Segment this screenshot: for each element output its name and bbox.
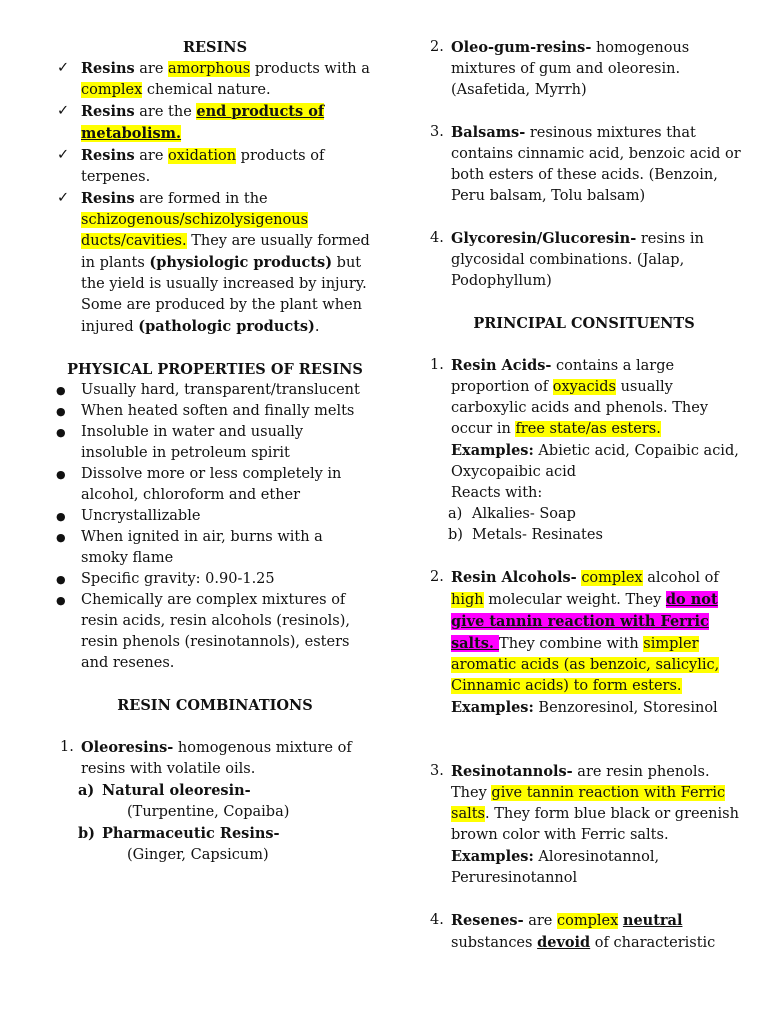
sub-item-natural-oleoresin: a) Natural oleoresin- (78, 782, 251, 799)
property-item: ● When ignited in air, burns with a smoky flame (56, 529, 323, 566)
checklist-item: ✓ Resins are oxidation products of terpenes. (57, 147, 325, 185)
combination-item-glycoresin: 4. Glycoresin/Glucoresin- resins in glycosidal combinations. (Jalap, Podophyllum) (430, 230, 704, 289)
title-resins: RESINS (182, 39, 248, 56)
physical-properties-heading: PHYSICAL PROPERTIES OF RESINS (67, 361, 363, 378)
checklist-item: ✓ Resins are the end products of metabolism. (57, 103, 325, 142)
property-item: ● Dissolve more or less completely in alcohol, chloroform and ether (56, 466, 342, 503)
constituent-item-resinotannols: 3. Resinotannols- are resin phenols. They give tannin reaction with Ferric salts. They form blue black or greenish brown color with Ferric salts. Examples: Aloresinotannol, Peruresinotannol (430, 763, 739, 886)
reaction-item: a) Alkalies- Soap (448, 506, 576, 522)
bullet-icon: ● (56, 384, 66, 397)
constituent-item-resenes: 4. Resenes- are complex neutral substances devoid of characteristic (430, 912, 716, 951)
bullet-icon: ● (56, 405, 66, 418)
checkmark-icon: ✓ (57, 60, 70, 76)
principal-constituents-heading: PRINCIPAL CONSITUENTS (473, 315, 695, 332)
bullet-icon: ● (56, 531, 66, 544)
sub-item-examples: (Ginger, Capsicum) (127, 847, 269, 863)
combination-item-oleo-gum-resins: 2. Oleo-gum-resins- homogenous mixtures of gum and oleoresin. (Asafetida, Myrrh) (430, 39, 690, 98)
property-item: ● Chemically are complex mixtures of resin acids, resin alcohols (resinols), resin phenols (resinotannols), esters and resenes. (56, 592, 350, 671)
checklist-item: ✓ Resins are formed in the schizogenous/schizolysigenous ducts/cavities. They are usually formed in plants (physiologic products) but the yield is usually increased by injury. Some are produced by the plant when injured (pathologic products). (57, 190, 370, 335)
property-item: ● Specific gravity: 0.90-1.25 (56, 569, 374, 590)
property-item: ● When heated soften and finally melts (56, 401, 374, 422)
reaction-item: b) Metals- Resinates (448, 527, 603, 543)
checkmark-icon: ✓ (57, 190, 70, 206)
property-item: ● Uncrystallizable (56, 506, 374, 527)
bullet-icon: ● (56, 510, 66, 523)
constituent-item-resin-acids: 1. Resin Acids- contains a large proportion of oxyacids usually carboxylic acids and phenols. They occur in free state/as esters. Examples: Abietic acid, Copaibic acid, Oxycopaibic acid Reacts with: (430, 357, 739, 501)
bullet-icon: ● (56, 468, 66, 481)
right-column (426, 37, 742, 954)
checkmark-icon: ✓ (57, 103, 70, 119)
combination-item-balsams: 3. Balsams- resinous mixtures that contains cinnamic acid, benzoic acid or both esters of these acids. (Benzoin, Peru balsam, Tolu balsam) (430, 124, 741, 204)
constituent-item-resin-alcohols: 2. Resin Alcohols- complex alcohol of high molecular weight. They do not give tannin reaction with Ferric salts. They combine with simpler aromatic acids (as benzoic, salicylic, Cinnamic acids) to form esters. Examples: Benzoresinol, Storesinol (430, 569, 720, 716)
combination-item-oleoresins: 1. Oleoresins- homogenous mixture of resins with volatile oils. (60, 739, 352, 777)
property-item: ● Usually hard, transparent/translucent (56, 380, 374, 401)
checklist-item: ✓ Resins are amorphous products with a complex chemical nature. (57, 60, 370, 98)
checkmark-icon: ✓ (57, 147, 70, 163)
sub-item-examples: (Turpentine, Copaiba) (127, 804, 290, 820)
property-item: ● Insoluble in water and usually insoluble in petroleum spirit (56, 424, 304, 461)
bullet-icon: ● (56, 426, 66, 439)
sub-item-pharmaceutic-resins: b) Pharmaceutic Resins- (78, 825, 280, 842)
resin-combinations-heading: RESIN COMBINATIONS (117, 697, 313, 714)
bullet-icon: ● (56, 573, 66, 586)
left-column (56, 37, 374, 866)
bullet-icon: ● (56, 594, 66, 607)
